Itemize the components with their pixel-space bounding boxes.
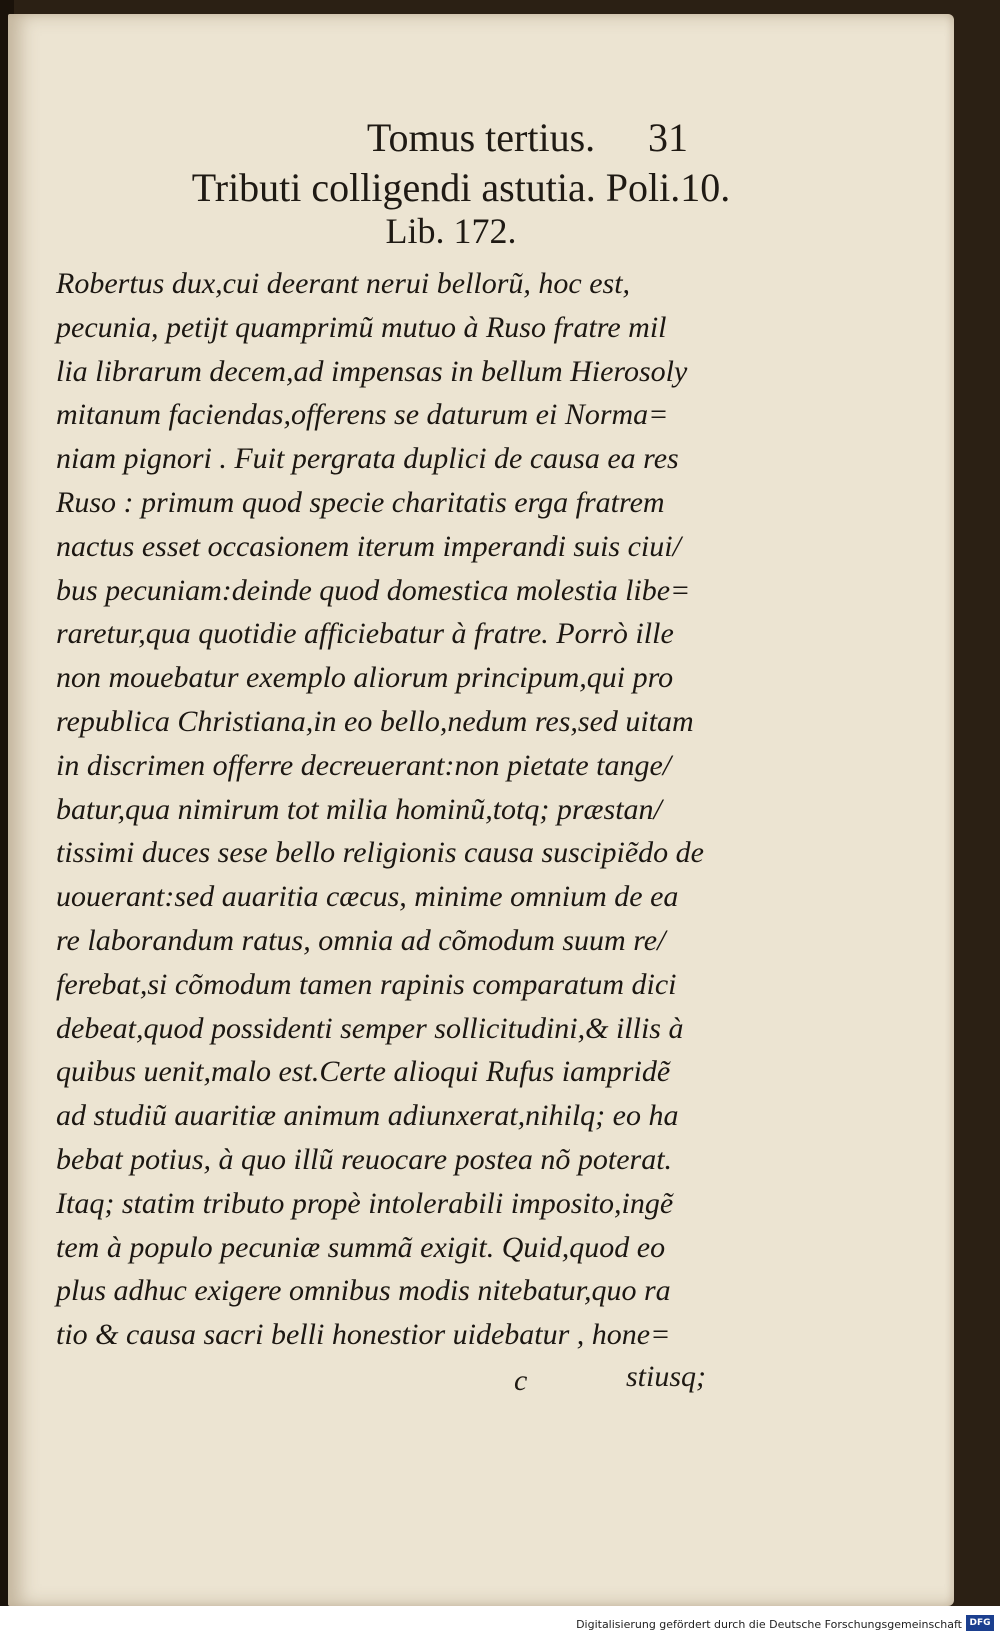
dfg-logo: DFG (966, 1615, 994, 1631)
body-line: batur,qua nimirum tot milia hominũ,totq; præstan/ (56, 792, 662, 826)
body-line: tissimi duces sese bello religionis causa suscipiẽdo de (56, 836, 704, 870)
body-line: in discrimen offerre decreuerant:non pietate tange/ (56, 748, 672, 782)
body-line: republica Christiana,in eo bello,nedum res,sed uitam (56, 704, 694, 738)
page-number: 31 (648, 115, 688, 160)
body-line: Ruso : primum quod specie charitatis erga fratrem (56, 485, 665, 519)
body-line: bus pecuniam:deinde quod domestica molestia libe= (56, 573, 691, 607)
body-line: mitanum faciendas,offerens se daturum ei Norma= (56, 398, 669, 432)
footer-bar (0, 1606, 1000, 1640)
section-subtitle: Lib. 172. (385, 211, 517, 251)
body-line: Robertus dux,cui deerant nerui bellorũ, hoc est, (56, 267, 631, 300)
catchword: stiusq; (626, 1360, 707, 1393)
section-title: Tributi colligendi astutia. Poli.10. (191, 165, 731, 210)
running-title: Tomus tertius. (366, 115, 596, 160)
body-line: ferebat,si cõmodum tamen rapinis comparatum dici (56, 967, 677, 1001)
signature-mark: c (514, 1364, 528, 1397)
body-text (56, 262, 706, 1357)
body-line: bebat potius, à quo illũ reuocare postea nõ poterat. (56, 1142, 673, 1176)
body-line: niam pignori . Fuit pergrata duplici de causa ea res (56, 442, 679, 476)
body-line: re laborandum ratus, omnia ad cõmodum suum re/ (56, 923, 666, 957)
body-line: non mouebatur exemplo aliorum principum,qui pro (56, 661, 674, 695)
body-line: tem à populo pecuniæ summã exigit. Quid,quod eo (56, 1230, 666, 1264)
body-line: debeat,quod possidenti semper sollicitudini,& illis à (56, 1011, 684, 1045)
body-line: tio & causa sacri belli honestior uidebatur , hone= (56, 1318, 671, 1352)
body-line: ad studiũ auaritiæ animum adiunxerat,nihilq; eo ha (56, 1099, 679, 1133)
body-line: Itaq; statim tributo propè intolerabili imposito,ingẽ (56, 1186, 674, 1220)
body-line: uouerant:sed auaritia cæcus, minime omnium de ea (56, 880, 679, 914)
book-page (8, 14, 954, 1606)
body-line: lia librarum decem,ad impensas in bellum Hierosoly (56, 354, 688, 388)
digitization-credit: Digitalisierung gefördert durch die Deutsche Forschungsgemeinschaft (576, 1618, 962, 1631)
body-line: plus adhuc exigere omnibus modis nitebatur,quo ra (56, 1274, 671, 1308)
body-line: pecunia, petijt quamprimũ mutuo à Ruso fratre mil (56, 310, 667, 344)
body-line: nactus esset occasionem iterum imperandi suis ciui/ (56, 529, 681, 563)
body-line: quibus uenit,malo est.Certe alioqui Rufus iampridẽ (56, 1055, 671, 1089)
body-line: raretur,qua quotidie afficiebatur à fratre. Porrò ille (56, 617, 674, 651)
